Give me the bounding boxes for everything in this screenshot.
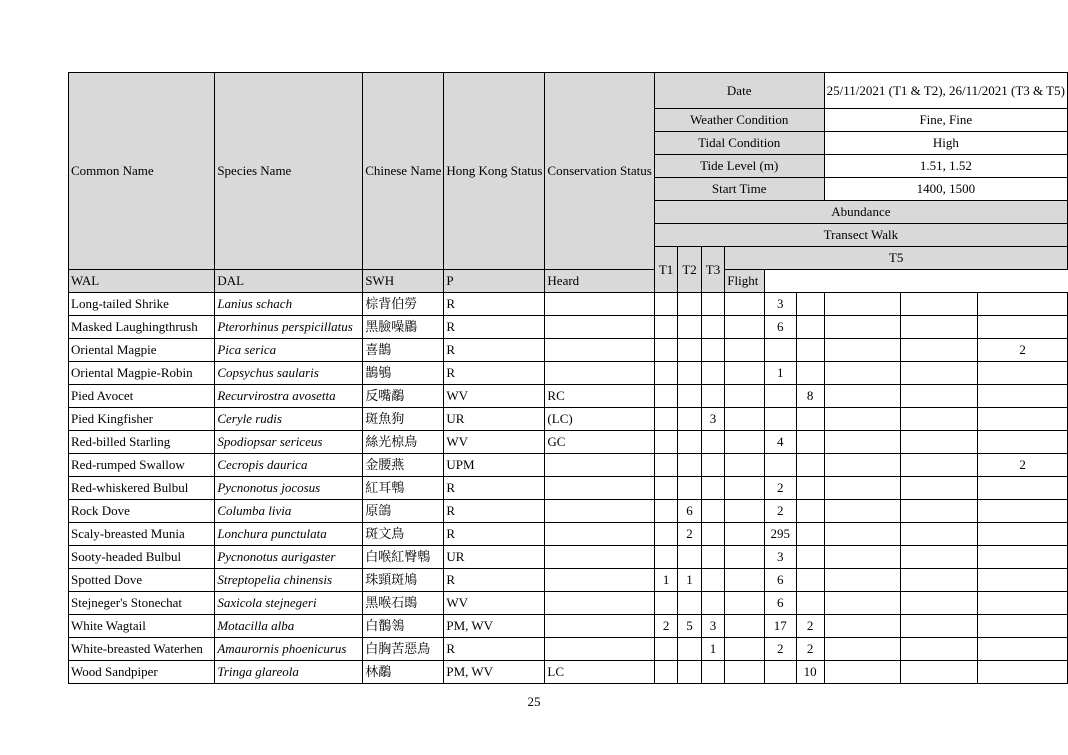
- species-name-cell: Recurvirostra avosetta: [215, 385, 363, 408]
- common-name-cell: Oriental Magpie-Robin: [69, 362, 215, 385]
- hk-status-cell: R: [444, 500, 545, 523]
- heard-count-cell: [900, 500, 978, 523]
- hk-status-cell: WV: [444, 592, 545, 615]
- p-count-cell: [824, 661, 900, 684]
- p-count-cell: [824, 569, 900, 592]
- t1-count-cell: [654, 638, 678, 661]
- flight-count-cell: [978, 500, 1068, 523]
- t1-count-cell: [654, 431, 678, 454]
- wal-count-cell: [725, 385, 765, 408]
- hk-status-cell: R: [444, 316, 545, 339]
- species-name-cell: Ceryle rudis: [215, 408, 363, 431]
- header-transect-walk: Transect Walk: [654, 224, 1067, 247]
- t3-count-cell: [701, 339, 725, 362]
- p-count-cell: [824, 523, 900, 546]
- species-name-cell: Pycnonotus aurigaster: [215, 546, 363, 569]
- wal-count-cell: [725, 339, 765, 362]
- swh-count-cell: [796, 546, 824, 569]
- t3-count-cell: [701, 431, 725, 454]
- p-count-cell: [824, 615, 900, 638]
- wal-count-cell: [725, 362, 765, 385]
- table-row: [69, 293, 1068, 316]
- t3-count-cell: [701, 316, 725, 339]
- t3-count-cell: 1: [701, 638, 725, 661]
- t2-count-cell: [678, 408, 701, 431]
- chinese-name-cell: 珠頸斑鳩: [363, 569, 444, 592]
- wal-count-cell: [725, 661, 765, 684]
- table-row: [69, 362, 1068, 385]
- common-name-cell: Red-billed Starling: [69, 431, 215, 454]
- t3-count-cell: [701, 569, 725, 592]
- t2-count-cell: [678, 454, 701, 477]
- flight-count-cell: [978, 638, 1068, 661]
- species-name-cell: Cecropis daurica: [215, 454, 363, 477]
- common-name-cell: Wood Sandpiper: [69, 661, 215, 684]
- p-count-cell: [824, 454, 900, 477]
- common-name-cell: Red-whiskered Bulbul: [69, 477, 215, 500]
- heard-count-cell: [900, 293, 978, 316]
- species-name-cell: Streptopelia chinensis: [215, 569, 363, 592]
- p-count-cell: [824, 408, 900, 431]
- chinese-name-cell: 絲光椋鳥: [363, 431, 444, 454]
- t1-count-cell: [654, 385, 678, 408]
- flight-count-cell: [978, 615, 1068, 638]
- conservation-status-cell: GC: [545, 431, 654, 454]
- header-t5: T5: [725, 247, 1068, 270]
- species-name-cell: Amaurornis phoenicurus: [215, 638, 363, 661]
- species-name-cell: Copsychus saularis: [215, 362, 363, 385]
- t3-count-cell: [701, 385, 725, 408]
- common-name-cell: White Wagtail: [69, 615, 215, 638]
- chinese-name-cell: 紅耳鵯: [363, 477, 444, 500]
- conservation-status-cell: [545, 362, 654, 385]
- p-count-cell: [824, 477, 900, 500]
- species-name-cell: Pica serica: [215, 339, 363, 362]
- chinese-name-cell: 反嘴鷸: [363, 385, 444, 408]
- table-row: [69, 546, 1068, 569]
- species-name-cell: Tringa glareola: [215, 661, 363, 684]
- chinese-name-cell: 棕背伯勞: [363, 293, 444, 316]
- header-t1: T1: [654, 247, 678, 293]
- t1-count-cell: [654, 523, 678, 546]
- header-species-name: Species Name: [215, 73, 363, 270]
- header-t3: T3: [701, 247, 725, 293]
- t1-count-cell: [654, 316, 678, 339]
- t3-count-cell: [701, 293, 725, 316]
- t1-count-cell: [654, 362, 678, 385]
- swh-count-cell: 2: [796, 615, 824, 638]
- t3-count-cell: [701, 546, 725, 569]
- flight-count-cell: [978, 293, 1068, 316]
- header-heard: Heard: [545, 270, 654, 293]
- t1-count-cell: [654, 293, 678, 316]
- heard-count-cell: [900, 661, 978, 684]
- common-name-cell: Rock Dove: [69, 500, 215, 523]
- table-row: [69, 615, 1068, 638]
- dal-count-cell: [764, 385, 796, 408]
- t2-count-cell: 1: [678, 569, 701, 592]
- species-name-cell: Lanius schach: [215, 293, 363, 316]
- page-number: 25: [527, 694, 541, 709]
- table-row: [69, 454, 1068, 477]
- flight-count-cell: [978, 316, 1068, 339]
- conservation-status-cell: [545, 638, 654, 661]
- species-name-cell: Pycnonotus jocosus: [215, 477, 363, 500]
- conservation-status-cell: [545, 592, 654, 615]
- dal-count-cell: 2: [764, 638, 796, 661]
- t2-count-cell: 5: [678, 615, 701, 638]
- swh-count-cell: [796, 454, 824, 477]
- chinese-name-cell: 白鶺鴒: [363, 615, 444, 638]
- t1-count-cell: [654, 546, 678, 569]
- wal-count-cell: [725, 592, 765, 615]
- hk-status-cell: R: [444, 638, 545, 661]
- conservation-status-cell: RC: [545, 385, 654, 408]
- t1-count-cell: [654, 408, 678, 431]
- hk-status-cell: UPM: [444, 454, 545, 477]
- chinese-name-cell: 林鷸: [363, 661, 444, 684]
- chinese-name-cell: 喜鵲: [363, 339, 444, 362]
- t3-count-cell: 3: [701, 408, 725, 431]
- conservation-status-cell: [545, 546, 654, 569]
- table-row: [69, 638, 1068, 661]
- common-name-cell: Sooty-headed Bulbul: [69, 546, 215, 569]
- dal-count-cell: 6: [764, 316, 796, 339]
- header-t2: T2: [678, 247, 701, 293]
- conservation-status-cell: (LC): [545, 408, 654, 431]
- t2-count-cell: [678, 477, 701, 500]
- header-hk-status: Hong Kong Status: [444, 73, 545, 270]
- t2-count-cell: 6: [678, 500, 701, 523]
- table-row: [69, 316, 1068, 339]
- hk-status-cell: PM, WV: [444, 661, 545, 684]
- header-dal: DAL: [215, 270, 363, 293]
- dal-count-cell: [764, 339, 796, 362]
- dal-count-cell: 2: [764, 500, 796, 523]
- table-row: [69, 569, 1068, 592]
- header-weather-value: Fine, Fine: [824, 109, 1067, 132]
- t3-count-cell: [701, 500, 725, 523]
- heard-count-cell: [900, 569, 978, 592]
- swh-count-cell: 2: [796, 638, 824, 661]
- conservation-status-cell: [545, 615, 654, 638]
- header-weather-label: Weather Condition: [654, 109, 824, 132]
- flight-count-cell: [978, 385, 1068, 408]
- t2-count-cell: [678, 592, 701, 615]
- wal-count-cell: [725, 293, 765, 316]
- table-body: [69, 293, 1068, 684]
- t3-count-cell: [701, 523, 725, 546]
- dal-count-cell: 6: [764, 569, 796, 592]
- common-name-cell: Pied Kingfisher: [69, 408, 215, 431]
- t2-count-cell: [678, 362, 701, 385]
- table-row: [69, 408, 1068, 431]
- common-name-cell: Red-rumped Swallow: [69, 454, 215, 477]
- dal-count-cell: 2: [764, 477, 796, 500]
- flight-count-cell: [978, 569, 1068, 592]
- conservation-status-cell: [545, 569, 654, 592]
- header-p: P: [444, 270, 545, 293]
- common-name-cell: Spotted Dove: [69, 569, 215, 592]
- t2-count-cell: [678, 293, 701, 316]
- flight-count-cell: 2: [978, 339, 1068, 362]
- table-row: [69, 661, 1068, 684]
- hk-status-cell: PM, WV: [444, 615, 545, 638]
- common-name-cell: Scaly-breasted Munia: [69, 523, 215, 546]
- dal-count-cell: 3: [764, 293, 796, 316]
- flight-count-cell: [978, 546, 1068, 569]
- p-count-cell: [824, 385, 900, 408]
- chinese-name-cell: 鵲鴝: [363, 362, 444, 385]
- t2-count-cell: [678, 316, 701, 339]
- t1-count-cell: 2: [654, 615, 678, 638]
- t3-count-cell: [701, 477, 725, 500]
- t2-count-cell: 2: [678, 523, 701, 546]
- heard-count-cell: [900, 592, 978, 615]
- conservation-status-cell: [545, 293, 654, 316]
- heard-count-cell: [900, 523, 978, 546]
- dal-count-cell: 3: [764, 546, 796, 569]
- chinese-name-cell: 原鴿: [363, 500, 444, 523]
- table-row: [69, 523, 1068, 546]
- t1-count-cell: [654, 339, 678, 362]
- dal-count-cell: 4: [764, 431, 796, 454]
- common-name-cell: Stejneger's Stonechat: [69, 592, 215, 615]
- wal-count-cell: [725, 615, 765, 638]
- t1-count-cell: [654, 454, 678, 477]
- hk-status-cell: R: [444, 569, 545, 592]
- header-tidal-value: High: [824, 132, 1067, 155]
- table-row: [69, 431, 1068, 454]
- t2-count-cell: [678, 339, 701, 362]
- header-date-label: Date: [654, 73, 824, 109]
- wal-count-cell: [725, 500, 765, 523]
- table-row: [69, 500, 1068, 523]
- dal-count-cell: 6: [764, 592, 796, 615]
- header-wal: WAL: [69, 270, 215, 293]
- flight-count-cell: [978, 362, 1068, 385]
- hk-status-cell: UR: [444, 408, 545, 431]
- swh-count-cell: [796, 569, 824, 592]
- heard-count-cell: [900, 477, 978, 500]
- hk-status-cell: WV: [444, 385, 545, 408]
- hk-status-cell: R: [444, 477, 545, 500]
- header-start-time-value: 1400, 1500: [824, 178, 1067, 201]
- swh-count-cell: [796, 523, 824, 546]
- swh-count-cell: [796, 592, 824, 615]
- flight-count-cell: 2: [978, 454, 1068, 477]
- conservation-status-cell: [545, 500, 654, 523]
- header-start-time-label: Start Time: [654, 178, 824, 201]
- wal-count-cell: [725, 431, 765, 454]
- hk-status-cell: R: [444, 523, 545, 546]
- t2-count-cell: [678, 638, 701, 661]
- flight-count-cell: [978, 661, 1068, 684]
- t2-count-cell: [678, 431, 701, 454]
- species-name-cell: Lonchura punctulata: [215, 523, 363, 546]
- chinese-name-cell: 金腰燕: [363, 454, 444, 477]
- hk-status-cell: UR: [444, 546, 545, 569]
- flight-count-cell: [978, 592, 1068, 615]
- bird-survey-table: [68, 72, 1068, 684]
- wal-count-cell: [725, 569, 765, 592]
- swh-count-cell: 10: [796, 661, 824, 684]
- header-swh: SWH: [363, 270, 444, 293]
- dal-count-cell: [764, 408, 796, 431]
- dal-count-cell: 1: [764, 362, 796, 385]
- dal-count-cell: [764, 454, 796, 477]
- conservation-status-cell: [545, 339, 654, 362]
- p-count-cell: [824, 500, 900, 523]
- t1-count-cell: 1: [654, 569, 678, 592]
- swh-count-cell: [796, 339, 824, 362]
- swh-count-cell: 8: [796, 385, 824, 408]
- common-name-cell: Oriental Magpie: [69, 339, 215, 362]
- t1-count-cell: [654, 500, 678, 523]
- species-name-cell: Spodiopsar sericeus: [215, 431, 363, 454]
- common-name-cell: Masked Laughingthrush: [69, 316, 215, 339]
- flight-count-cell: [978, 431, 1068, 454]
- chinese-name-cell: 白喉紅臀鵯: [363, 546, 444, 569]
- header-chinese-name: Chinese Name: [363, 73, 444, 270]
- species-name-cell: Saxicola stejnegeri: [215, 592, 363, 615]
- p-count-cell: [824, 638, 900, 661]
- t3-count-cell: [701, 454, 725, 477]
- hk-status-cell: R: [444, 339, 545, 362]
- swh-count-cell: [796, 362, 824, 385]
- header-tide-level-value: 1.51, 1.52: [824, 155, 1067, 178]
- t1-count-cell: [654, 592, 678, 615]
- heard-count-cell: [900, 385, 978, 408]
- heard-count-cell: [900, 454, 978, 477]
- t2-count-cell: [678, 546, 701, 569]
- heard-count-cell: [900, 339, 978, 362]
- chinese-name-cell: 斑文鳥: [363, 523, 444, 546]
- chinese-name-cell: 斑魚狗: [363, 408, 444, 431]
- swh-count-cell: [796, 431, 824, 454]
- swh-count-cell: [796, 500, 824, 523]
- header-tidal-label: Tidal Condition: [654, 132, 824, 155]
- heard-count-cell: [900, 546, 978, 569]
- heard-count-cell: [900, 431, 978, 454]
- t1-count-cell: [654, 477, 678, 500]
- swh-count-cell: [796, 293, 824, 316]
- wal-count-cell: [725, 523, 765, 546]
- p-count-cell: [824, 546, 900, 569]
- chinese-name-cell: 黑喉石鵖: [363, 592, 444, 615]
- swh-count-cell: [796, 477, 824, 500]
- species-name-cell: Motacilla alba: [215, 615, 363, 638]
- dal-count-cell: [764, 661, 796, 684]
- dal-count-cell: 17: [764, 615, 796, 638]
- heard-count-cell: [900, 615, 978, 638]
- header-abundance: Abundance: [654, 201, 1067, 224]
- table-row: [69, 477, 1068, 500]
- swh-count-cell: [796, 408, 824, 431]
- chinese-name-cell: 黑臉噪鶥: [363, 316, 444, 339]
- header-date-value: 25/11/2021 (T1 & T2), 26/11/2021 (T3 & T5): [824, 73, 1067, 109]
- t3-count-cell: [701, 661, 725, 684]
- flight-count-cell: [978, 523, 1068, 546]
- table-row: [69, 592, 1068, 615]
- t1-count-cell: [654, 661, 678, 684]
- heard-count-cell: [900, 408, 978, 431]
- wal-count-cell: [725, 546, 765, 569]
- wal-count-cell: [725, 477, 765, 500]
- heard-count-cell: [900, 638, 978, 661]
- common-name-cell: Pied Avocet: [69, 385, 215, 408]
- p-count-cell: [824, 339, 900, 362]
- p-count-cell: [824, 362, 900, 385]
- header-flight: Flight: [725, 270, 765, 293]
- species-name-cell: Columba livia: [215, 500, 363, 523]
- common-name-cell: White-breasted Waterhen: [69, 638, 215, 661]
- p-count-cell: [824, 592, 900, 615]
- flight-count-cell: [978, 477, 1068, 500]
- hk-status-cell: R: [444, 362, 545, 385]
- p-count-cell: [824, 316, 900, 339]
- dal-count-cell: 295: [764, 523, 796, 546]
- header-common-name: Common Name: [69, 73, 215, 270]
- conservation-status-cell: LC: [545, 661, 654, 684]
- swh-count-cell: [796, 316, 824, 339]
- t3-count-cell: 3: [701, 615, 725, 638]
- p-count-cell: [824, 431, 900, 454]
- wal-count-cell: [725, 408, 765, 431]
- p-count-cell: [824, 293, 900, 316]
- conservation-status-cell: [545, 477, 654, 500]
- t3-count-cell: [701, 592, 725, 615]
- conservation-status-cell: [545, 316, 654, 339]
- heard-count-cell: [900, 362, 978, 385]
- t3-count-cell: [701, 362, 725, 385]
- wal-count-cell: [725, 316, 765, 339]
- table-row: [69, 385, 1068, 408]
- header-conservation-status: Conservation Status: [545, 73, 654, 270]
- hk-status-cell: WV: [444, 431, 545, 454]
- header-tide-level-label: Tide Level (m): [654, 155, 824, 178]
- common-name-cell: Long-tailed Shrike: [69, 293, 215, 316]
- table-row: [69, 339, 1068, 362]
- wal-count-cell: [725, 638, 765, 661]
- conservation-status-cell: [545, 454, 654, 477]
- species-name-cell: Pterorhinus perspicillatus: [215, 316, 363, 339]
- t2-count-cell: [678, 385, 701, 408]
- table-header: [69, 73, 1068, 293]
- t2-count-cell: [678, 661, 701, 684]
- conservation-status-cell: [545, 523, 654, 546]
- hk-status-cell: R: [444, 293, 545, 316]
- chinese-name-cell: 白胸苦惡鳥: [363, 638, 444, 661]
- heard-count-cell: [900, 316, 978, 339]
- wal-count-cell: [725, 454, 765, 477]
- flight-count-cell: [978, 408, 1068, 431]
